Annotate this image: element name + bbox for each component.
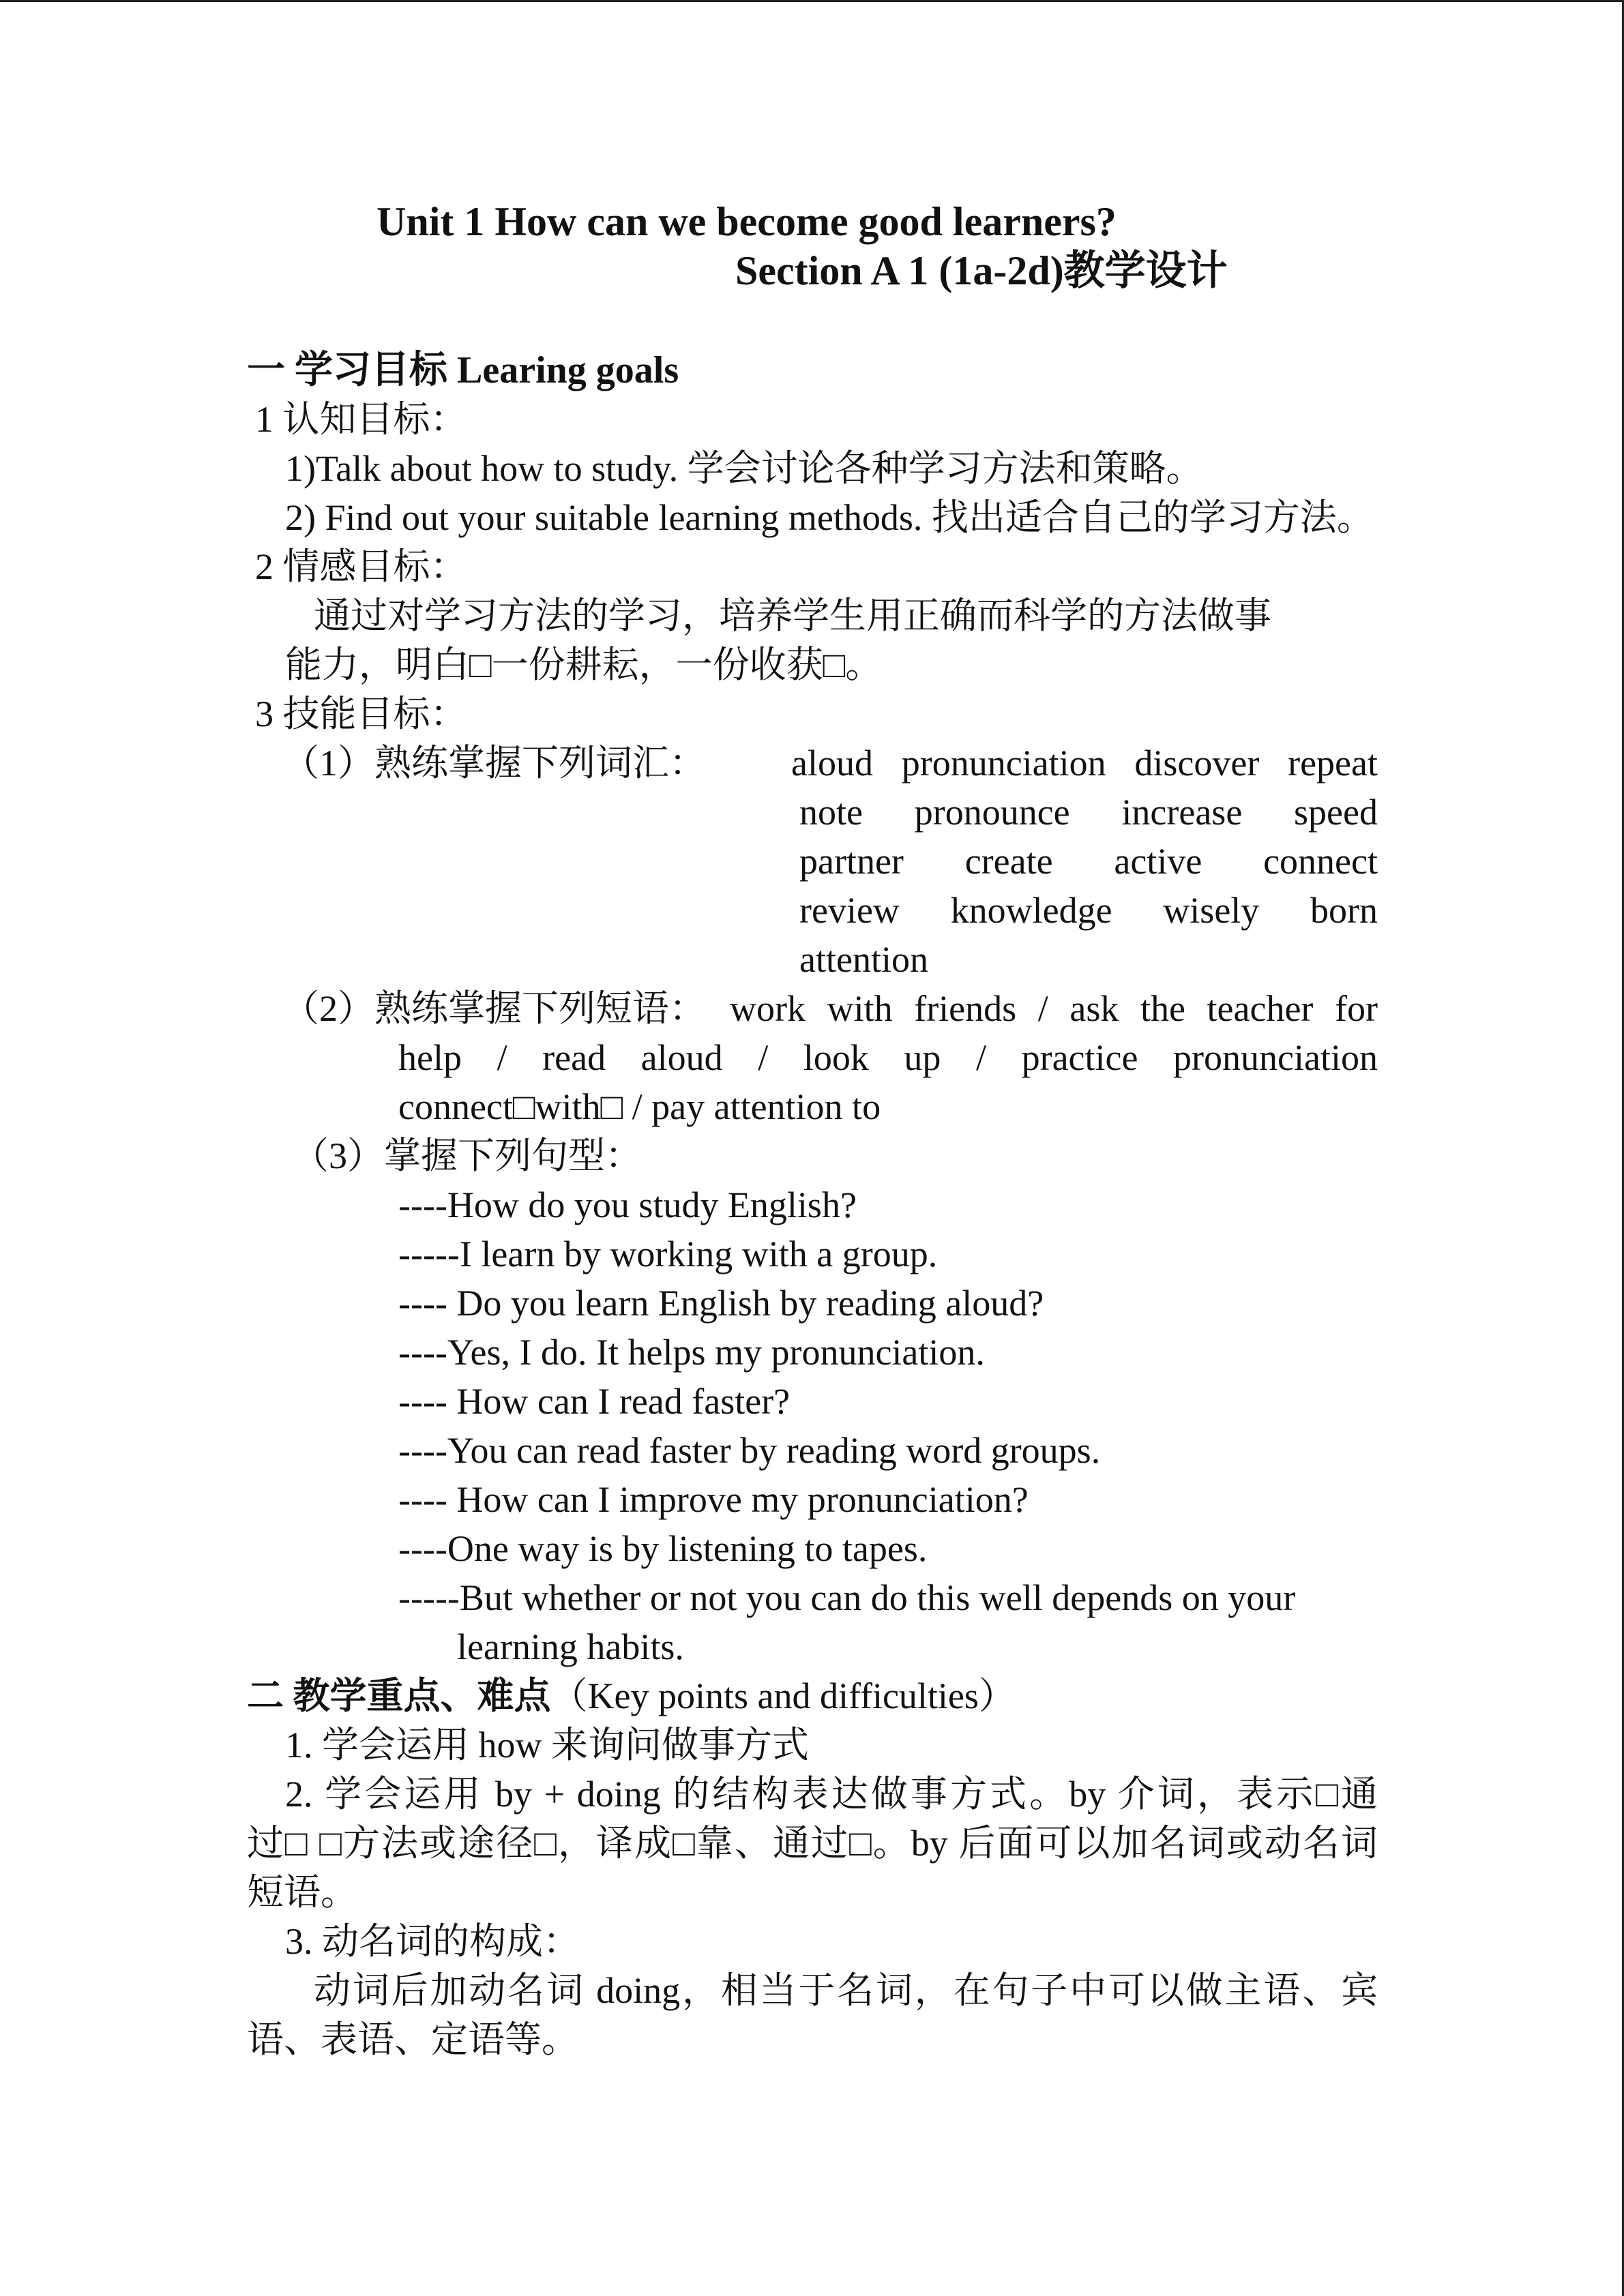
sentence-patterns-label: （3）掌握下列句型： [292,1135,642,1176]
phrase-line: connect□with□ / pay attention to [398,1086,881,1127]
vocab-line: aloud pronunciation discover repeat [791,743,1378,784]
sentence-pattern: ---- Do you learn English by reading aloud? [398,1283,1044,1324]
sentence-pattern: -----But whether or not you can do this well depends on your [398,1577,1296,1618]
cognitive-goals-label: 1 认知目标： [255,399,467,440]
cognitive-goal-item: 2) Find out your suitable learning methods. 找出适合自己的学习方法。 [285,497,1374,538]
affective-goals-label: 2 情感目标： [255,546,467,587]
key-point-line: 动词后加动名词 doing，相当于名词，在句子中可以做主语、宾 [314,1970,1378,2011]
section-heading-goals: 一 学习目标 Learing goals [247,349,679,391]
key-point-item: 3. 动名词的构成： [285,1921,580,1962]
document-subtitle: Section A 1 (1a-2d)教学设计 [735,248,1228,293]
phrase-label: （2）熟练掌握下列短语： [282,988,706,1029]
skill-goals-label: 3 技能目标： [255,694,467,734]
key-points-heading-bold: 二 教学重点、难点 [247,1675,551,1716]
vocab-label: （1）熟练掌握下列词汇： [282,743,706,784]
sentence-pattern: ----Yes, I do. It helps my pronunciation. [398,1332,985,1373]
vocab-line: attention [799,939,928,980]
page-border-top [0,0,1624,2]
sentence-pattern: ---- How can I read faster? [398,1381,791,1422]
key-point-item: 1. 学会运用 how 来询问做事方式 [285,1725,809,1765]
key-point-line: 短语。 [247,1872,357,1913]
sentence-pattern: ----How do you study English? [398,1184,857,1225]
cognitive-goal-item: 1)Talk about how to study. 学会讨论各种学习方法和策略。 [285,448,1203,489]
key-point-line: 2. 学会运用 by + doing 的结构表达做事方式。by 介词，表示□通 [285,1774,1378,1815]
sentence-pattern: ----One way is by listening to tapes. [398,1528,928,1569]
sentence-pattern: learning habits. [457,1626,684,1667]
key-points-heading-english: （Key points and difficulties） [550,1675,1016,1716]
section-heading-key-points [247,1672,1016,1720]
affective-goal-line: 能力，明白□一份耕耘，一份收获□。 [285,644,883,685]
vocab-line: review knowledge wisely born [799,890,1378,931]
vocab-line: partner create active connect [799,841,1378,882]
vocab-line: note pronounce increase speed [799,792,1378,833]
document-title: Unit 1 How can we become good learners? [377,199,1117,244]
key-point-line: 过□ □方法或途径□，译成□靠、通过□。by 后面可以加名词或动名词 [247,1823,1378,1864]
affective-goal-line: 通过对学习方法的学习，培养学生用正确而科学的方法做事 [314,595,1271,636]
key-point-line: 语、表语、定语等。 [247,2019,578,2060]
sentence-pattern: ---- How can I improve my pronunciation? [398,1479,1029,1520]
sentence-pattern: ----You can read faster by reading word groups. [398,1430,1101,1471]
sentence-pattern: -----I learn by working with a group. [398,1234,938,1274]
phrase-line: work with friends / ask the teacher for [730,988,1378,1029]
phrase-line: help / read aloud / look up / practice pronunciation [398,1037,1378,1078]
